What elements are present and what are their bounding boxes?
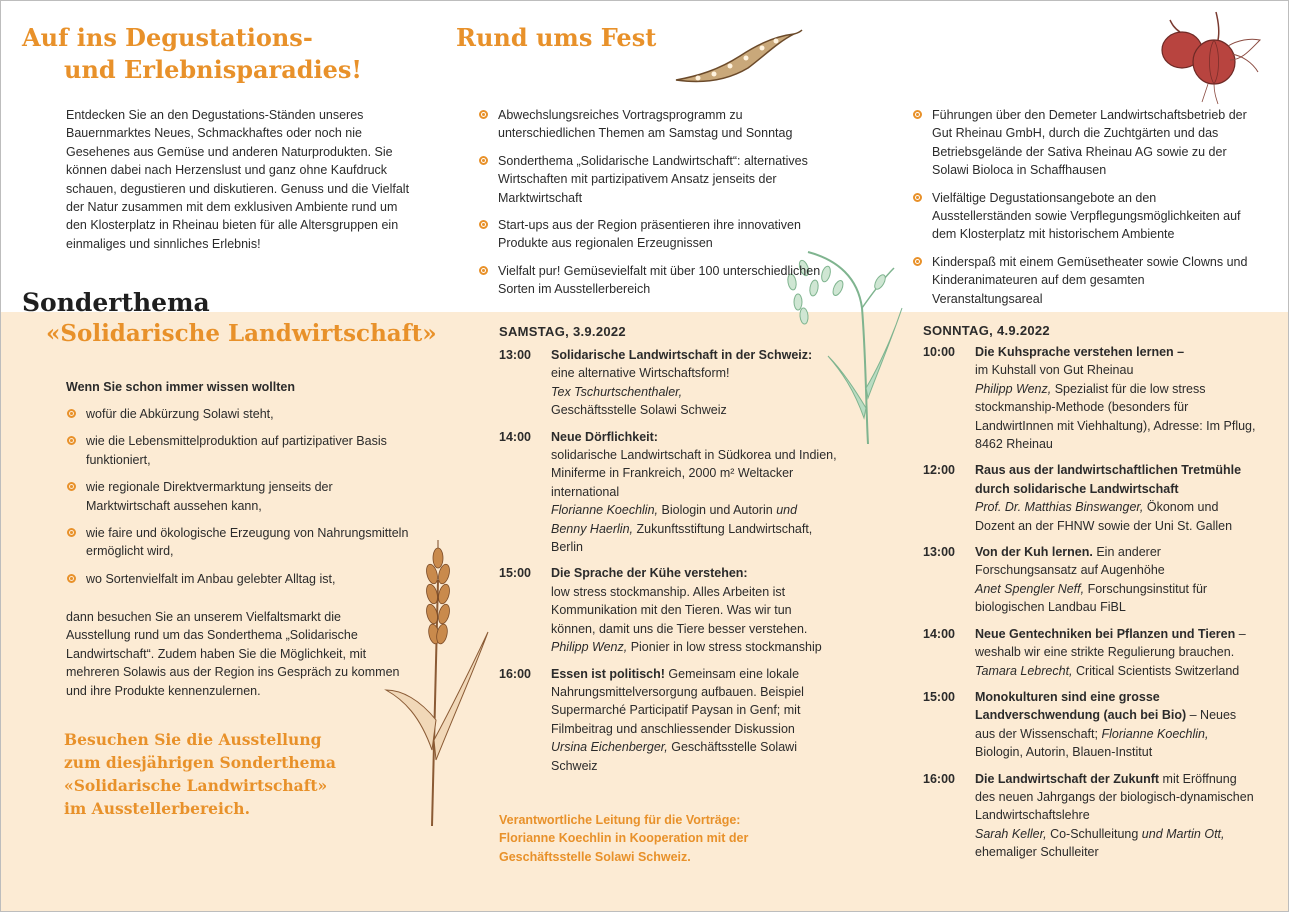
exhibition-call-line4: im Ausstellerbereich. <box>64 799 250 818</box>
sonderthema-subtitle: «Solidarische Landwirtschaft» <box>46 320 437 347</box>
event-time: 10:00 <box>923 345 955 359</box>
list-item: Kinderspaß mit einem Gemüsetheater sowie Clowns und Kinderanimateuren auf dem gesamten Veranstaltungsareal <box>910 253 1250 308</box>
sonderthema-intro: Wenn Sie schon immer wissen wollten <box>66 380 295 394</box>
sunday-heading: SONNTAG, 4.9.2022 <box>923 323 1050 338</box>
schedule-event <box>499 665 839 775</box>
event-org: Spezialist für die low stress stockmanship-Methode (besonders für LandwirtInnen mit Viehhaltung), Adresse: Im Pflug, 8462 Rheinau <box>975 381 1256 452</box>
schedule-event <box>923 770 1258 862</box>
event-org: Pionier in low stress stockmanship <box>630 640 822 655</box>
event-org: Geschäftsstelle Solawi Schweiz <box>551 403 727 418</box>
event-org-2: Zukunftsstiftung Landwirtschaft, Berlin <box>551 521 813 555</box>
onion-illustration <box>1158 10 1264 108</box>
event-description: mit Eröffnung des neuen Jahrgangs der biologisch-dynamischen Landwirtschaftslehre <box>975 771 1254 823</box>
degustation-paragraph: Entdecken Sie an den Degustations-Ständen unseres Bauernmarktes Neues, Schmackhaftes oder noch nie Gesehenes aus Gemüse und anderen Naturprodukten. Sie können dabei nach Herzenslust und ganz ohne Kaufdruck schauen, degustieren und diskutieren. Genuss und die Vielfalt der Natur zusammen mit dem exklusiven Ambiente rund um den Klosterplatz in Rheinau bieten für alle Altersgruppen ein einmaliges und sinnliches Erlebnis! <box>66 108 410 251</box>
list-item: Vielfalt pur! Gemüsevielfalt mit über 100 unterschiedlichen Sorten im Ausstellerbereich <box>476 262 838 299</box>
event-speaker: Ursina Eichenberger, <box>551 740 668 755</box>
event-speaker: Florianne Koechlin, <box>1101 726 1209 741</box>
event-conjunction: und <box>1141 826 1163 841</box>
event-time: 14:00 <box>923 626 955 641</box>
list-item: Sonderthema „Solidarische Landwirtschaft“: alternatives Wirtschaften mit partizipativem Ansatz jenseits der Marktwirtschaft <box>476 152 838 207</box>
event-title: Essen ist politisch! <box>551 666 665 681</box>
schedule-event <box>499 428 839 557</box>
event-time: 15:00 <box>923 689 955 704</box>
event-time: 12:00 <box>923 463 955 478</box>
lecture-responsibility-note: Verantwortliche Leitung für die Vorträge: Florianne Koechlin in Kooperation mit der Geschäftsstelle Solawi Schweiz. <box>499 813 749 864</box>
sonderthema-bullets <box>64 405 409 597</box>
event-speaker: Tex Tschurtschenthaler, <box>551 384 683 399</box>
schedule-event <box>923 461 1258 535</box>
schedule-event <box>923 625 1258 680</box>
event-description: – Neues aus der Wissenschaft; <box>975 708 1237 741</box>
exhibition-call-line3: «Solidarische Landwirtschaft» <box>64 776 328 795</box>
list-item: Abwechslungsreiches Vortragsprogramm zu unterschiedlichen Themen am Samstag und Sonntag <box>476 106 838 143</box>
event-time: 16:00 <box>923 771 955 786</box>
event-org-2: ehemaliger Schulleiter <box>975 845 1099 860</box>
fest-bullets-left <box>476 106 838 308</box>
exhibition-call-line2: zum diesjährigen Sonderthema <box>64 753 336 772</box>
event-org: Co-Schulleitung <box>1050 826 1139 841</box>
event-time: 15:00 <box>499 566 531 581</box>
event-description: im Kuhstall von Gut Rheinau <box>975 363 1134 378</box>
degustation-title-line2: und Erlebnisparadies! <box>64 55 362 84</box>
event-time: 16:00 <box>499 666 531 681</box>
event-title: Neue Gentechniken bei Pflanzen und Tieren <box>975 626 1236 641</box>
degustation-title-line1: Auf ins Degustations- <box>22 23 313 52</box>
event-title: Solidarische Landwirtschaft in der Schweiz: <box>551 348 813 362</box>
event-speaker: Tamara Lebrecht, <box>975 663 1073 678</box>
event-time: 13:00 <box>499 348 531 362</box>
sonderthema-closing: dann besuchen Sie an unserem Vielfaltsmarkt die Ausstellung rund um das Sonderthema „Solidarische Landwirtschaft“. Zudem haben Sie die Möglichkeit, mit mehreren Solawis aus der Region ins Gespräch zu kommen und ihre Produkte kennenzulernen. <box>66 610 400 698</box>
event-description: – weshalb wir eine strikte Regulierung brauchen. <box>975 626 1246 660</box>
schedule-event <box>499 564 839 656</box>
event-org: Critical Scientists Switzerland <box>1076 663 1240 678</box>
exhibition-call <box>64 728 394 820</box>
event-description: low stress stockmanship. Alles Arbeiten ist Kommunikation mit den Tieren. Was wir tun können, damit uns die Tiere besser verstehen. <box>551 584 808 636</box>
event-org: Biologin und Autorin <box>661 503 773 518</box>
event-title: Von der Kuh lernen. <box>975 545 1093 560</box>
event-speaker-2: Martin Ott, <box>1166 826 1225 841</box>
degustation-title <box>22 22 442 86</box>
event-title: Raus aus der landwirtschaftlichen Tretmühle durch solidarische Landwirtschaft <box>975 463 1242 496</box>
event-description: solidarische Landwirtschaft in Südkorea und Indien, Miniferme in Frankreich, 2000 m² Weltacker international <box>551 448 837 499</box>
list-item: Führungen über den Demeter Landwirtschaftsbetrieb der Gut Rheinau GmbH, durch die Zuchtgärten und das Betriebsgelände der Sativa Rheinau AG sowie zu der Solawi Bioloca in Schaffhausen <box>910 106 1250 180</box>
list-item: wie die Lebensmittelproduktion auf partizipativer Basis funktioniert, <box>64 432 409 469</box>
event-speaker: Florianne Koechlin, <box>551 503 659 518</box>
event-org: Forschungsinstitut für biologischen Landbau FiBL <box>975 581 1208 615</box>
event-title: Neue Dörflichkeit: <box>551 429 658 444</box>
sunday-schedule <box>923 323 1258 870</box>
event-description: eine alternative Wirtschaftsform! <box>551 366 730 381</box>
event-org: Ökonom und Dozent an der FHNW sowie der Uni St. Gallen <box>975 500 1233 533</box>
event-title: Die Sprache der Kühe verstehen: <box>551 566 748 581</box>
event-title: Monokulturen sind eine grosse Landverschwendung (auch bei Bio) <box>975 689 1187 723</box>
schedule-event <box>923 343 1258 453</box>
saturday-schedule <box>499 324 839 783</box>
event-speaker: Anet Spengler Neff, <box>975 581 1085 596</box>
bean-pod-illustration <box>668 26 804 90</box>
exhibition-call-line1: Besuchen Sie die Ausstellung <box>64 730 322 749</box>
list-item: Start-ups aus der Region präsentieren ihre innovativen Produkte aus regionalen Erzeugnissen <box>476 216 838 253</box>
saturday-heading: SAMSTAG, 3.9.2022 <box>499 324 626 339</box>
list-item: wo Sortenvielfalt im Anbau gelebter Alltag ist, <box>64 570 409 588</box>
event-title: Die Landwirtschaft der Zukunft <box>975 771 1160 786</box>
event-speaker: Prof. Dr. Matthias Binswanger, <box>975 500 1144 515</box>
event-speaker: Sarah Keller, <box>975 826 1047 841</box>
event-description: Ein anderer Forschungsansatz auf Augenhöhe <box>975 545 1165 578</box>
list-item: Vielfältige Degustationsangebote an den Ausstellerständen sowie Verpflegungsmöglichkeiten auf dem Klosterplatz mit historischem Ambiente <box>910 189 1250 244</box>
schedule-event <box>923 688 1258 762</box>
fest-bullets-right <box>910 106 1250 317</box>
event-conjunction: und <box>776 503 798 518</box>
event-speaker-2: Benny Haerlin, <box>551 521 633 536</box>
event-speaker: Philipp Wenz, <box>551 640 628 655</box>
schedule-event <box>923 543 1258 617</box>
event-speaker: Philipp Wenz, <box>975 381 1052 396</box>
event-time: 13:00 <box>923 545 955 560</box>
list-item: wie regionale Direktvermarktung jenseits der Marktwirtschaft aussehen kann, <box>64 478 409 515</box>
event-org: Biologin, Autorin, Blauen-Institut <box>975 745 1153 760</box>
list-item: wofür die Abkürzung Solawi steht, <box>64 405 409 423</box>
schedule-event <box>499 346 839 420</box>
list-item: wie faire und ökologische Erzeugung von Nahrungsmitteln ermöglicht wird, <box>64 524 409 561</box>
event-description: Gemeinsam eine lokale Nahrungsmittelversorgung aufbauen. Beispiel Supermarché Participatif Paysan in Genf; mit Filmbeitrag und anschliessender Diskussion <box>551 666 804 736</box>
event-time: 14:00 <box>499 429 531 444</box>
sonderthema-title: Sonderthema <box>22 288 210 317</box>
event-org: Geschäftsstelle Solawi Schweiz <box>551 740 797 773</box>
fest-title: Rund ums Fest <box>456 23 657 52</box>
event-title: Die Kuhsprache verstehen lernen – <box>975 345 1185 359</box>
